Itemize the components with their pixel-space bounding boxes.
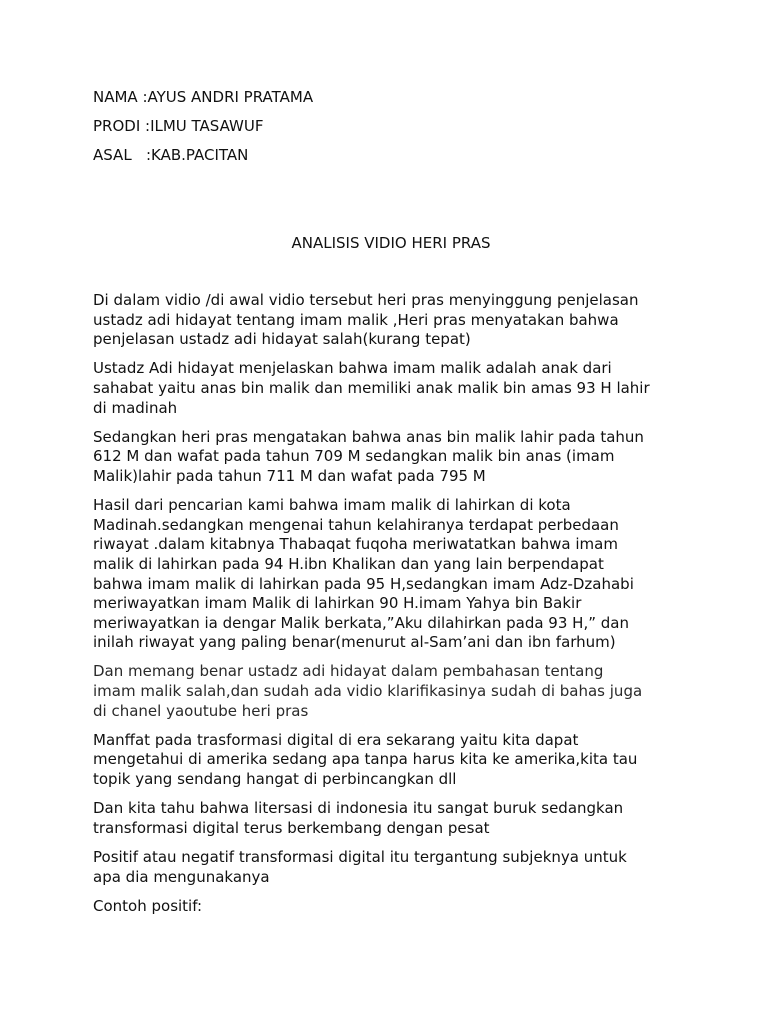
study-program-line: PRODI :ILMU TASAWUF [93,117,264,135]
paragraph: Positif atau negatif transformasi digital itu tergantung subjeknya untuk apa dia mengunakanya [93,848,627,886]
student-name-line: NAMA :AYUS ANDRI PRATAMA [93,88,314,106]
document-title: ANALISIS VIDIO HERI PRAS [291,234,491,252]
document-body [93,291,683,926]
paragraph: Manffat pada trasformasi digital di era sekarang yaitu kita dapat mengetahui di amerika sedang apa tanpa harus kita ke amerika,kita tau topik yang sendang hangat di perbincangkan dll [93,730,638,789]
origin-line: ASAL :KAB.PACITAN [93,146,249,164]
paragraph: Dan memang benar ustadz adi hidayat dalam pembahasan tentang imam malik salah,dan sudah ada vidio klarifikasinya sudah di bahas juga di chanel yaoutube heri pras [93,662,643,720]
paragraph: Di dalam vidio /di awal vidio tersebut heri pras menyinggung penjelasan ustadz adi hidayat tentang imam malik ,Heri pras menyatakan bahwa penjelasan ustadz adi hidayat salah(kurang tepat) [93,291,639,349]
paragraph: Dan kita tahu bahwa litersasi di indonesia itu sangat buruk sedangkan transformasi digital terus berkembang dengan pesat [93,799,624,837]
paragraph: Hasil dari pencarian kami bahwa imam malik di lahirkan di kota Madinah.sedangkan mengenai tahun kelahiranya terdapat perbedaan riwayat .dalam kitabnya Thabaqat fuqoha meriwatatkan bahwa imam malik di lahirkan pada 94 H.ibn Khalikan dan yang lain berpendapat bahwa imam malik di lahirkan pada 95 H,sedangkan imam Adz-Dzahabi meriwayatkan imam Malik di lahirkan 90 H.imam Yahya bin Bakir meriwayatkan ia dengar Malik berkata,”Aku dilahirkan pada 93 H,” dan inilah riwayat yang paling benar(menurut al-Sam’ani dan ibn farhum) [93,496,634,652]
paragraph: Ustadz Adi hidayat menjelaskan bahwa imam malik adalah anak dari sahabat yaitu anas bin malik dan memiliki anak malik bin amas 93 H lahir di madinah [93,359,650,417]
paragraph: Sedangkan heri pras mengatakan bahwa anas bin malik lahir pada tahun 612 M dan wafat pada tahun 709 M sedangkan malik bin anas (imam Malik)lahir pada tahun 711 M dan wafat pada 795 M [93,427,644,485]
paragraph: Contoh positif: [93,896,203,915]
